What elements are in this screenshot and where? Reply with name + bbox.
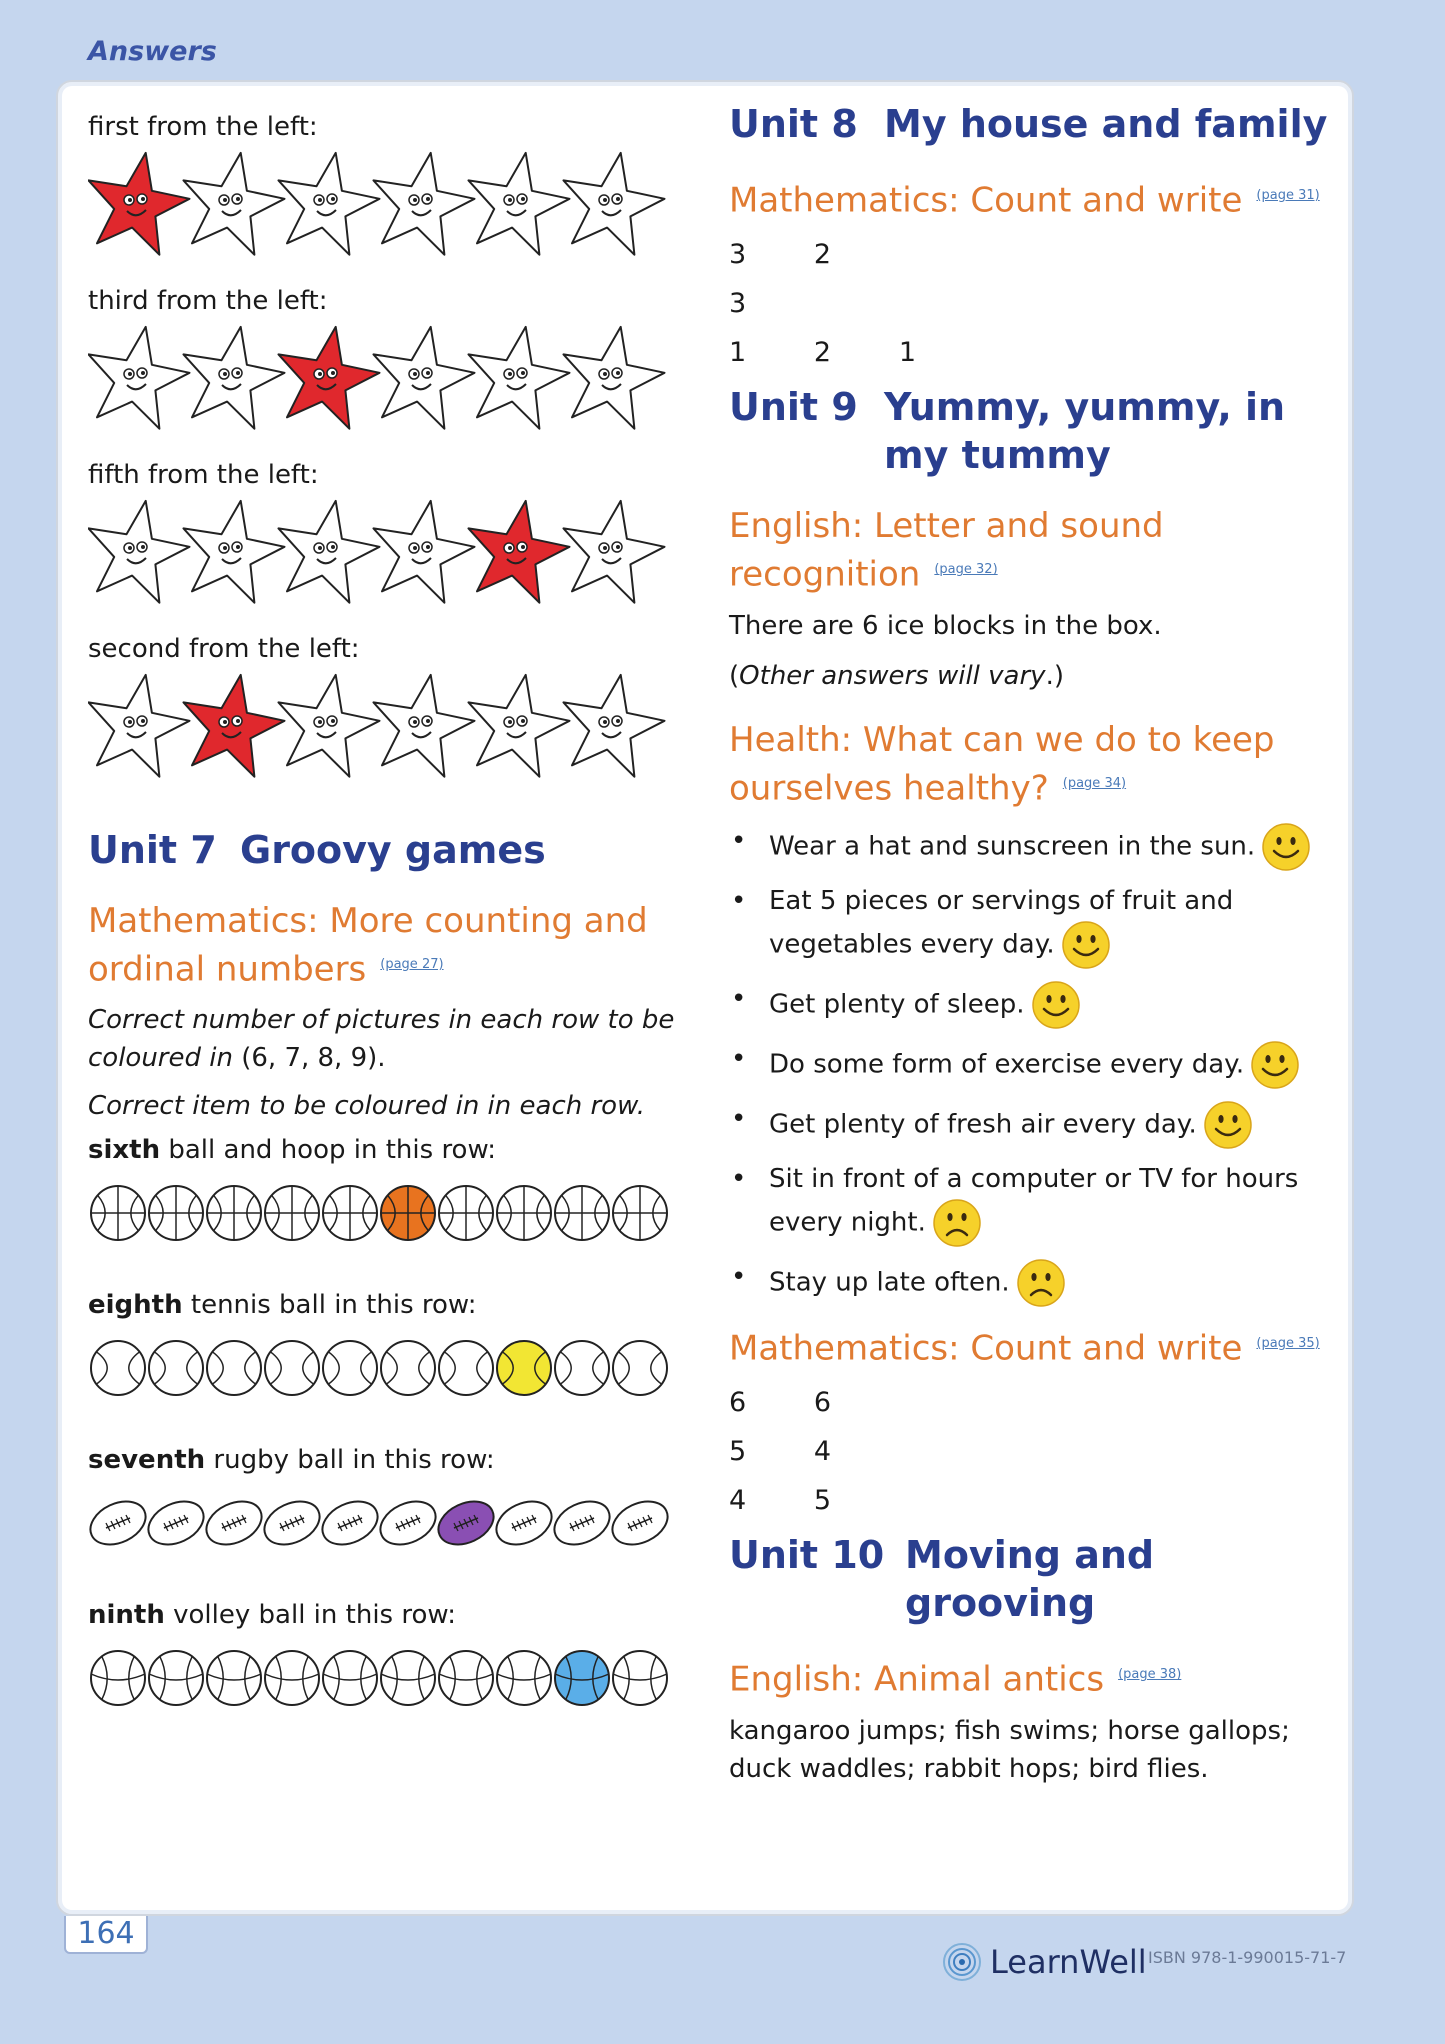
- rugby-ball: [316, 1493, 385, 1553]
- starfish-highlighted: [279, 327, 380, 429]
- ordinal-word: sixth: [88, 1135, 161, 1166]
- star-row: [88, 146, 688, 264]
- smiley-face-icon: [1061, 920, 1111, 970]
- star-row: [88, 320, 688, 438]
- instruction-2: Correct item to be coloured in in each row.: [88, 1091, 645, 1122]
- tennis-ball: [265, 1341, 319, 1395]
- ordinal-word: seventh: [88, 1445, 206, 1476]
- starfish: [279, 675, 380, 777]
- section-label: Answers: [88, 36, 217, 67]
- ball-row: [88, 1479, 688, 1574]
- highlighted-volleyball-ball: [555, 1651, 609, 1705]
- page-ref-link[interactable]: (page 27): [380, 957, 444, 972]
- star-row-svg: [88, 668, 688, 786]
- page-ref-link[interactable]: (page 32): [934, 562, 998, 578]
- starfish: [374, 153, 475, 255]
- health-item-text: Get plenty of sleep.: [769, 989, 1025, 1020]
- ball-row-svg: [88, 1634, 688, 1729]
- basketball-ball: [439, 1186, 493, 1240]
- health-list-item: [729, 980, 1319, 1030]
- starfish: [564, 675, 665, 777]
- ball-row: [88, 1169, 688, 1264]
- smiley-face-icon: [1031, 980, 1081, 1030]
- basketball-ball: [323, 1186, 377, 1240]
- rugby-ball: [548, 1493, 617, 1553]
- starfish: [279, 501, 380, 603]
- highlighted-basketball-ball: [381, 1186, 435, 1240]
- english-heading-unit10: [729, 1653, 1329, 1701]
- brand-name: LearnWell: [990, 1943, 1147, 1981]
- english-heading-text: English: Animal antics: [729, 1659, 1105, 1700]
- star-rows: [88, 108, 688, 804]
- ball-row: [88, 1634, 688, 1729]
- tennis-ball: [91, 1341, 145, 1395]
- basketball-ball: [149, 1186, 203, 1240]
- answer-row: 3 2: [729, 239, 832, 271]
- basketball-ball: [555, 1186, 609, 1240]
- ball-row: [88, 1324, 688, 1419]
- star-row-svg: [88, 320, 688, 438]
- starfish: [374, 327, 475, 429]
- starfish: [374, 501, 475, 603]
- starfish: [184, 327, 285, 429]
- unit10-answer: kangaroo jumps; fish swims; horse gallops; duck waddles; rabbit hops; bird flies.: [729, 1715, 1290, 1784]
- starfish: [564, 501, 665, 603]
- math-heading-text: Mathematics: More counting and ordinal numbers: [88, 901, 648, 990]
- starfish-highlighted: [184, 675, 285, 777]
- star-row: [88, 494, 688, 612]
- unit8-title: My house and family: [884, 102, 1328, 146]
- health-list: [729, 822, 1319, 1308]
- tennis-ball: [439, 1341, 493, 1395]
- health-item-text: Sit in front of a computer or TV for hours every night.: [769, 1163, 1299, 1238]
- tennis-ball: [149, 1341, 203, 1395]
- unit7-number: Unit 7: [88, 828, 217, 872]
- unit7-heading: [88, 826, 688, 874]
- unit9-math-answers: [729, 1378, 1329, 1525]
- ball-row-label: [88, 1131, 688, 1169]
- right-column: [729, 100, 1329, 1788]
- smiley-face-icon: [1261, 822, 1311, 872]
- rugby-ball: [606, 1493, 675, 1553]
- health-item-text: Stay up late often.: [769, 1267, 1010, 1298]
- math-heading-unit7: [88, 900, 648, 991]
- health-item-text: Get plenty of fresh air every day.: [769, 1109, 1197, 1140]
- sad-face-icon: [1016, 1258, 1066, 1308]
- answer-row: 3: [729, 288, 747, 320]
- star-row: [88, 668, 688, 786]
- answer-row: 5 4: [729, 1436, 832, 1468]
- starfish: [469, 153, 570, 255]
- rugby-ball: [88, 1493, 152, 1553]
- star-row-svg: [88, 146, 688, 264]
- volleyball-ball: [207, 1651, 261, 1705]
- english-answer-line: There are 6 ice blocks in the box.: [729, 610, 1162, 641]
- swirl-logo-icon: [942, 1942, 982, 1982]
- basketball-ball: [613, 1186, 667, 1240]
- instruction-1-italic: Correct number of pictures in each row to be coloured in: [88, 1005, 675, 1074]
- rugby-ball: [200, 1493, 269, 1553]
- math-heading-unit8: [729, 174, 1329, 222]
- health-list-item: [729, 822, 1319, 872]
- unit10-heading: [729, 1531, 1329, 1627]
- volleyball-ball: [381, 1651, 435, 1705]
- english-heading-text: English: Letter and sound recognition: [729, 506, 1164, 595]
- starfish-highlighted: [89, 153, 190, 255]
- sad-face-icon: [932, 1198, 982, 1248]
- ball-row-text: rugby ball in this row:: [205, 1445, 495, 1476]
- health-list-item: [729, 1160, 1319, 1248]
- unit8-number: Unit 8: [729, 102, 858, 146]
- left-column: [88, 108, 688, 1751]
- ball-row-label: [88, 1596, 688, 1634]
- highlighted-tennis-ball: [497, 1341, 551, 1395]
- star-row-label: third from the left:: [88, 286, 328, 316]
- math-heading-text: Mathematics: Count and write: [729, 180, 1243, 221]
- rugby-ball: [374, 1493, 443, 1553]
- rugby-ball: [258, 1493, 327, 1553]
- rugby-ball: [142, 1493, 211, 1553]
- star-row-label: second from the left:: [88, 634, 360, 664]
- highlighted-rugby-ball: [432, 1493, 501, 1553]
- unit7-title: Groovy games: [240, 828, 546, 872]
- starfish: [564, 153, 665, 255]
- answer-row: 6 6: [729, 1387, 832, 1419]
- health-heading: [729, 719, 1289, 810]
- ball-row-text: tennis ball in this row:: [182, 1290, 477, 1321]
- page-number: 164: [64, 1916, 148, 1954]
- ordinal-word: eighth: [88, 1290, 183, 1321]
- tennis-ball: [555, 1341, 609, 1395]
- unit8-answers: [729, 230, 1329, 377]
- starfish: [469, 675, 570, 777]
- starfish: [184, 153, 285, 255]
- ball-rows: [88, 1131, 688, 1751]
- unit9-heading: [729, 383, 1329, 479]
- unit9-number: Unit 9: [729, 385, 858, 430]
- starfish-highlighted: [469, 501, 570, 603]
- instruction-1-plain: (6, 7, 8, 9).: [232, 1043, 386, 1074]
- star-row-svg: [88, 494, 688, 612]
- ball-row-label: [88, 1441, 688, 1479]
- smiley-face-icon: [1203, 1100, 1253, 1150]
- page-ref-link[interactable]: (page 38): [1118, 1667, 1182, 1683]
- volleyball-ball: [439, 1651, 493, 1705]
- page-ref-link[interactable]: (page 35): [1256, 1335, 1320, 1351]
- health-item-text: Eat 5 pieces or servings of fruit and vegetables every day.: [769, 885, 1234, 960]
- basketball-ball: [497, 1186, 551, 1240]
- starfish: [279, 153, 380, 255]
- english-note: (Other answers will vary.): [729, 660, 1064, 691]
- instruction-1: [88, 1001, 688, 1077]
- starfish: [89, 501, 190, 603]
- unit9-title: Yummy, yummy, in my tummy: [884, 385, 1286, 478]
- health-heading-text: Health: What can we do to keep ourselves healthy?: [729, 719, 1275, 808]
- star-row-label: first from the left:: [88, 112, 318, 142]
- volleyball-ball: [323, 1651, 377, 1705]
- isbn: ISBN 978-1-990015-71-7: [1148, 1948, 1347, 1967]
- health-item-text: Wear a hat and sunscreen in the sun.: [769, 831, 1256, 862]
- tennis-ball: [613, 1341, 667, 1395]
- basketball-ball: [207, 1186, 261, 1240]
- math-heading-unit9: [729, 1322, 1329, 1370]
- tennis-ball: [381, 1341, 435, 1395]
- answer-row: 4 5: [729, 1485, 832, 1517]
- basketball-ball: [265, 1186, 319, 1240]
- health-list-item: [729, 1258, 1319, 1308]
- health-list-item: [729, 882, 1319, 970]
- health-item-text: Do some form of exercise every day.: [769, 1049, 1245, 1080]
- star-row-label: fifth from the left:: [88, 460, 319, 490]
- ball-row-label: [88, 1286, 688, 1324]
- english-heading-unit9: [729, 505, 1249, 596]
- unit10-number: Unit 10: [729, 1533, 885, 1578]
- volleyball-ball: [613, 1651, 667, 1705]
- starfish: [89, 675, 190, 777]
- volleyball-ball: [497, 1651, 551, 1705]
- starfish: [374, 675, 475, 777]
- learnwell-logo: [942, 1942, 1147, 1982]
- ordinal-word: ninth: [88, 1600, 165, 1631]
- volleyball-ball: [149, 1651, 203, 1705]
- starfish: [89, 327, 190, 429]
- starfish: [184, 501, 285, 603]
- volleyball-ball: [265, 1651, 319, 1705]
- volleyball-ball: [91, 1651, 145, 1705]
- page-ref-link[interactable]: (page 31): [1256, 188, 1320, 203]
- answer-row: 1 2 1: [729, 337, 917, 369]
- starfish: [564, 327, 665, 429]
- smiley-face-icon: [1250, 1040, 1300, 1090]
- tennis-ball: [207, 1341, 261, 1395]
- health-list-item: [729, 1100, 1319, 1150]
- rugby-ball: [490, 1493, 559, 1553]
- unit8-heading: [729, 100, 1329, 148]
- ball-row-svg: [88, 1324, 688, 1419]
- tennis-ball: [323, 1341, 377, 1395]
- page-ref-link[interactable]: (page 34): [1062, 775, 1127, 791]
- math-heading-text: Mathematics: Count and write: [729, 1328, 1243, 1369]
- starfish: [469, 327, 570, 429]
- ball-row-svg: [88, 1169, 688, 1264]
- ball-row-text: volley ball in this row:: [164, 1600, 456, 1631]
- basketball-ball: [91, 1186, 145, 1240]
- health-list-item: [729, 1040, 1319, 1090]
- ball-row-text: ball and hoop in this row:: [160, 1135, 497, 1166]
- unit10-title: Moving and grooving: [905, 1533, 1155, 1626]
- english-note-italic: Other answers will vary: [739, 660, 1046, 691]
- ball-row-svg: [88, 1479, 688, 1574]
